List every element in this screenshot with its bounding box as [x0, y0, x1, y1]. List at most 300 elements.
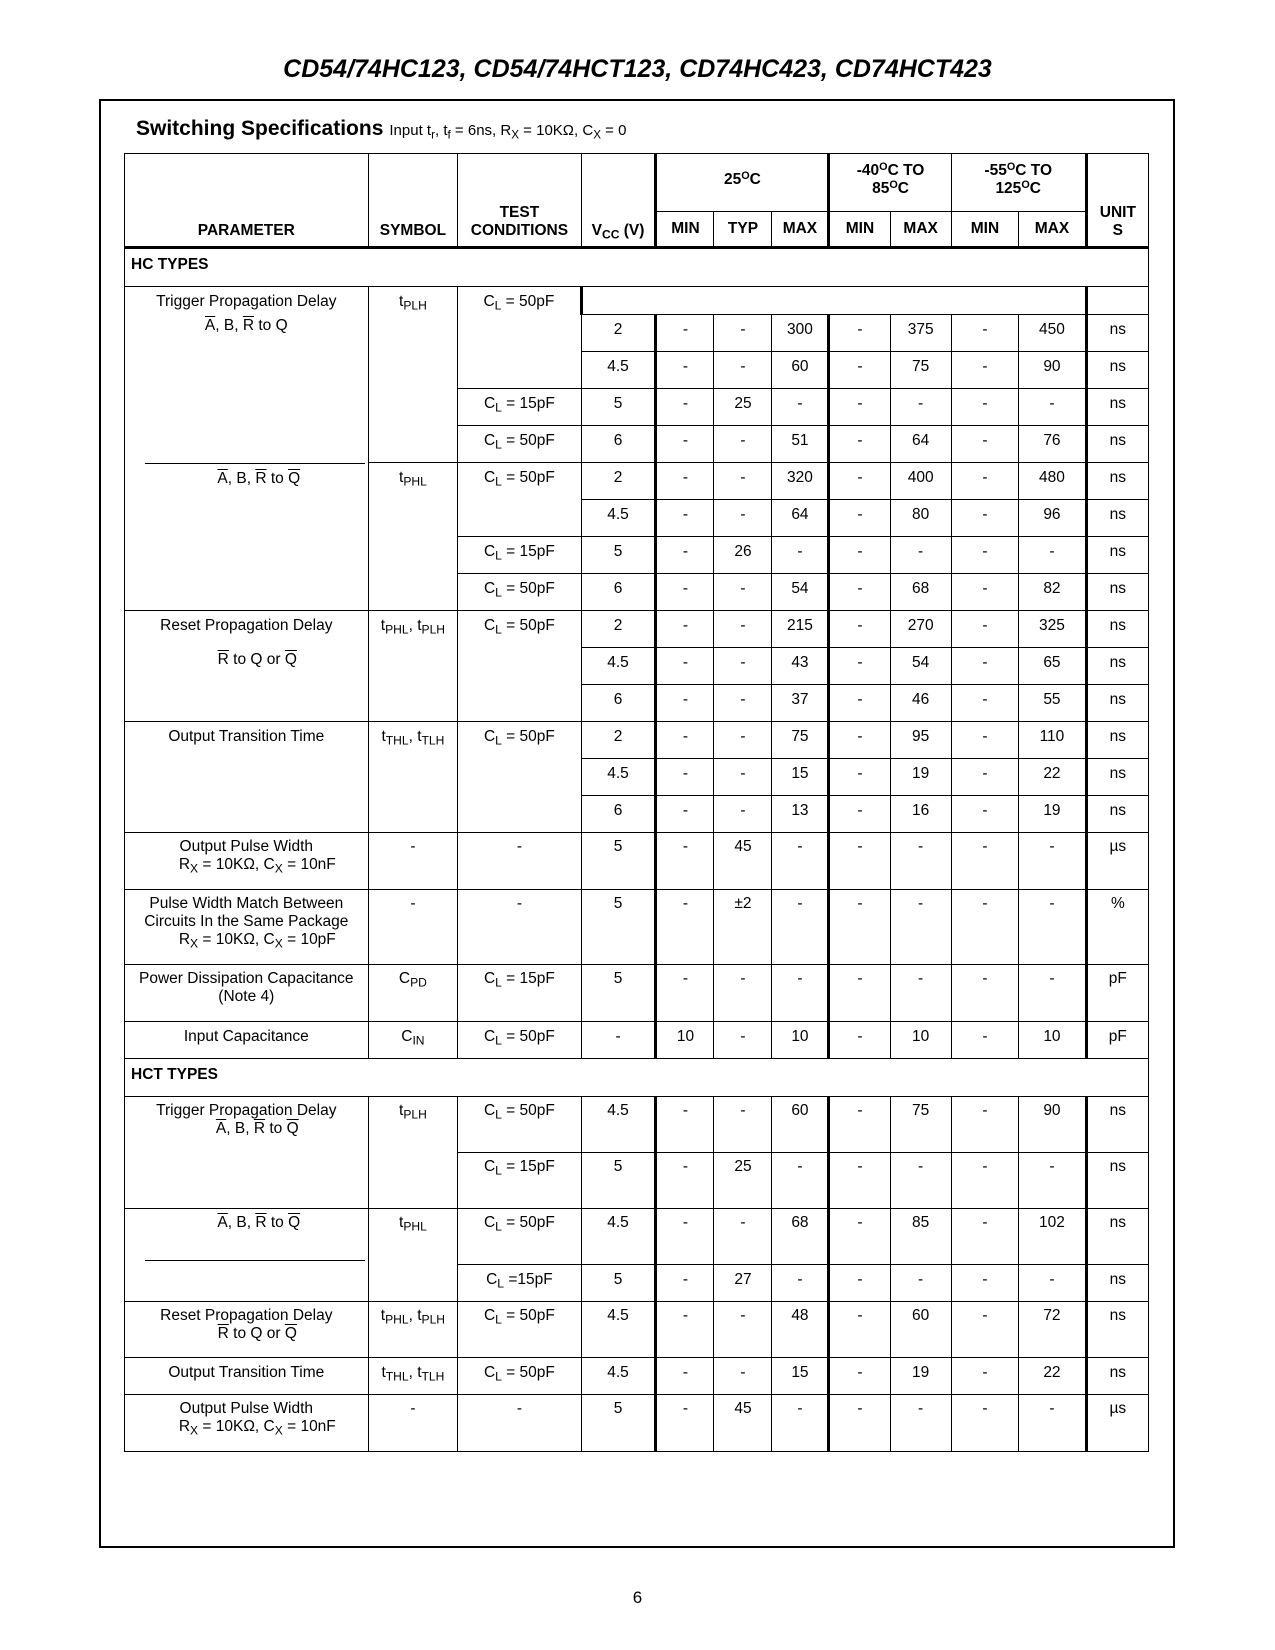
cell-vcc: 5 — [581, 1395, 656, 1452]
symbol-tphl-tplh: $t_{PHL}$, $t_{PLH}$ — [368, 1302, 458, 1358]
table-body — [125, 248, 1149, 1452]
cell-value: - — [951, 1358, 1018, 1395]
cell-vcc: 4.5 — [581, 1358, 656, 1395]
cell-value: - — [714, 574, 772, 611]
cell-vcc: 5 — [581, 890, 656, 965]
page-number: 6 — [632, 1588, 643, 1607]
cell-value: - — [829, 796, 890, 833]
cell-value: - — [829, 890, 890, 965]
cell-value: - — [714, 611, 772, 648]
cell-value: 55 — [1019, 685, 1086, 722]
cell-value: 46 — [890, 685, 951, 722]
cell-value: 90 — [1019, 352, 1086, 389]
cell-value: 85 — [890, 1209, 951, 1265]
cell-value: - — [829, 1265, 890, 1302]
cell-value: - — [714, 315, 772, 352]
cond-cl50: $C_L = 50pF$ — [458, 1302, 581, 1358]
cell-unit: ns — [1086, 389, 1148, 426]
cell-value: - — [656, 722, 714, 759]
symbol-tplh: $t_{PLH}$ — [368, 287, 458, 463]
header-min: MIN — [951, 212, 1018, 248]
cell-value: - — [1019, 890, 1086, 965]
cell-value: 54 — [772, 574, 829, 611]
cell-value: 19 — [890, 1358, 951, 1395]
cell-value: - — [772, 833, 829, 890]
cell-value: - — [1019, 1265, 1086, 1302]
cell-value: - — [951, 759, 1018, 796]
cell-symbol: - — [368, 833, 458, 890]
cell-value: 25 — [714, 389, 772, 426]
symbol-tplh: $t_{PLH}$ — [368, 1097, 458, 1209]
cell-value: 215 — [772, 611, 829, 648]
cell-unit: ns — [1086, 500, 1148, 537]
cell-value: - — [951, 1302, 1018, 1358]
cell-value: 300 — [772, 315, 829, 352]
cell-value: 375 — [890, 315, 951, 352]
cell-value: - — [714, 1022, 772, 1059]
cell-value: 22 — [1019, 759, 1086, 796]
cell-value: 400 — [890, 463, 951, 500]
cond-cl50: $C_L = 50pF$ — [458, 1022, 581, 1059]
cell-value: 26 — [714, 537, 772, 574]
symbol-tthl-ttlh: $t_{THL}$, $t_{TLH}$ — [368, 722, 458, 833]
cell-unit: ns — [1086, 574, 1148, 611]
cell-value: - — [714, 1209, 772, 1265]
cond-cl50: $C_L = 50pF$ — [458, 426, 581, 463]
cell-value: 72 — [1019, 1302, 1086, 1358]
cell-value: - — [656, 352, 714, 389]
cell-value: - — [951, 1153, 1018, 1209]
cell-vcc: 5 — [581, 833, 656, 890]
cell-vcc: 4.5 — [581, 1209, 656, 1265]
cond-cl50: $C_L = 50pF$ — [458, 463, 581, 537]
header-max: MAX — [772, 212, 829, 248]
cell-value: - — [1019, 1153, 1086, 1209]
cell-value: 10 — [772, 1022, 829, 1059]
cell-value: 75 — [890, 352, 951, 389]
cell-value: 76 — [1019, 426, 1086, 463]
cell-value: - — [656, 1209, 714, 1265]
cell-vcc: 6 — [581, 574, 656, 611]
cell-value: - — [951, 1022, 1018, 1059]
cell-value: - — [714, 796, 772, 833]
cell-value: - — [951, 352, 1018, 389]
cell-unit: % — [1086, 890, 1148, 965]
cell-value: - — [656, 648, 714, 685]
cell-unit: ns — [1086, 1097, 1148, 1153]
cell-value: 15 — [772, 1358, 829, 1395]
table-row — [125, 463, 1149, 500]
cell-value: - — [829, 426, 890, 463]
cell-value: - — [829, 352, 890, 389]
cell-value: - — [890, 890, 951, 965]
cell-value: ±2 — [714, 890, 772, 965]
cell-value: 65 — [1019, 648, 1086, 685]
symbol-cin: $C_{IN}$ — [368, 1022, 458, 1059]
param-hct-output-transition: Output Transition Time — [125, 1358, 369, 1395]
table-row — [125, 287, 1149, 315]
cell-value: - — [714, 648, 772, 685]
cell-value: 27 — [714, 1265, 772, 1302]
param-hct-abr-to-qbar: $\overline{A}$, B, $\overline{R}$ to $\overline{Q}$ — [125, 1209, 369, 1302]
cond-cl50: $C_L = 50pF$ — [458, 1358, 581, 1395]
cell-cond: - — [458, 833, 581, 890]
cell-unit: ns — [1086, 759, 1148, 796]
cell-value: - — [1019, 537, 1086, 574]
header-25c: $25^OC$ — [656, 154, 829, 212]
cell-unit: ns — [1086, 426, 1148, 463]
table-row — [125, 1302, 1149, 1358]
cond-cl15: $C_L = 15pF$ — [458, 965, 581, 1022]
cell-value: 51 — [772, 426, 829, 463]
cell-value: - — [656, 890, 714, 965]
cell-vcc: 5 — [581, 1153, 656, 1209]
cell-value: - — [1019, 1395, 1086, 1452]
cell-value: 60 — [772, 1097, 829, 1153]
cell-value: - — [772, 1153, 829, 1209]
cell-value: - — [951, 315, 1018, 352]
cell-value: - — [890, 389, 951, 426]
cell-vcc: 4.5 — [581, 352, 656, 389]
cell-value: - — [656, 611, 714, 648]
cell-value: - — [714, 1302, 772, 1358]
cell-unit: ns — [1086, 1153, 1148, 1209]
header-typ: TYP — [714, 212, 772, 248]
cell-value: - — [714, 685, 772, 722]
cell-value: - — [951, 611, 1018, 648]
cell-value: - — [829, 463, 890, 500]
cell-value: 75 — [890, 1097, 951, 1153]
cell-vcc: 2 — [581, 315, 656, 352]
table-row — [125, 1209, 1149, 1265]
header-vcc: $V_{CC}$ (V) — [581, 154, 656, 248]
cell-value: - — [656, 574, 714, 611]
cell-unit: ns — [1086, 1265, 1148, 1302]
cell-value: 325 — [1019, 611, 1086, 648]
cell-value: 45 — [714, 833, 772, 890]
cell-value: - — [656, 759, 714, 796]
cell-value: - — [772, 1395, 829, 1452]
param-abr-to-qbar: $\overline{A}$, B, $\overline{R}$ to $\overline{Q}$ — [125, 463, 369, 611]
cell-vcc: 6 — [581, 796, 656, 833]
cell-value: - — [829, 1022, 890, 1059]
param-power-dissipation: Power Dissipation Capacitance (Note 4) — [125, 965, 369, 1022]
table-row — [125, 833, 1149, 890]
cell-vcc: 4.5 — [581, 1097, 656, 1153]
cell-value: 68 — [890, 574, 951, 611]
cell-value: 95 — [890, 722, 951, 759]
cell-value: 320 — [772, 463, 829, 500]
cond-cl50: $C_L = 50pF$ — [458, 611, 581, 722]
cell-unit: ns — [1086, 611, 1148, 648]
cell-vcc: 5 — [581, 537, 656, 574]
cell-value: 110 — [1019, 722, 1086, 759]
group-row-hct: HCT TYPES — [125, 1059, 1149, 1097]
cell-value: - — [951, 537, 1018, 574]
cell-unit: ns — [1086, 648, 1148, 685]
table-row — [125, 722, 1149, 759]
cell-value: 60 — [890, 1302, 951, 1358]
group-row-hc: HC TYPES — [125, 248, 1149, 287]
cell-value: - — [890, 537, 951, 574]
cell-value: 96 — [1019, 500, 1086, 537]
cell-unit: ns — [1086, 463, 1148, 500]
cell-value: - — [714, 965, 772, 1022]
cell-value: - — [951, 796, 1018, 833]
cell-value: - — [890, 1153, 951, 1209]
cell-value: 10 — [1019, 1022, 1086, 1059]
cell-value: - — [656, 796, 714, 833]
header-minus40-85c: $-40^OC$ TO $85^OC$ — [829, 154, 951, 212]
cell-value: - — [656, 537, 714, 574]
cell-value: - — [829, 648, 890, 685]
cell-value: - — [772, 537, 829, 574]
cell-value: - — [1019, 833, 1086, 890]
cell-value: 10 — [890, 1022, 951, 1059]
cell-value: - — [951, 574, 1018, 611]
cond-cl15: $C_L =15pF$ — [458, 1265, 581, 1302]
cell-value: - — [890, 1395, 951, 1452]
cond-cl50: $C_L = 50pF$ — [458, 1209, 581, 1265]
header-max: MAX — [890, 212, 951, 248]
header-symbol: SYMBOL — [368, 154, 458, 248]
cell-vcc: 5 — [581, 965, 656, 1022]
cell-value: - — [772, 389, 829, 426]
cell-value: - — [656, 1395, 714, 1452]
cell-value: - — [656, 500, 714, 537]
cell-value: - — [890, 1265, 951, 1302]
cell-value: - — [656, 1153, 714, 1209]
param-output-pulse-width: Output Pulse Width $R_X = 10K\Omega$, $C_X = 10nF$ — [125, 833, 369, 890]
cell-value: - — [714, 1358, 772, 1395]
cell-vcc: 2 — [581, 722, 656, 759]
cell-value: - — [656, 685, 714, 722]
cell-value: 54 — [890, 648, 951, 685]
cell-value: - — [829, 611, 890, 648]
cell-unit: ns — [1086, 352, 1148, 389]
cell-vcc: 4.5 — [581, 500, 656, 537]
cell-value: 25 — [714, 1153, 772, 1209]
cell-unit: ns — [1086, 685, 1148, 722]
cell-symbol: - — [368, 890, 458, 965]
table-row — [125, 611, 1149, 648]
cell-value: - — [656, 426, 714, 463]
cell-value: 68 — [772, 1209, 829, 1265]
cell-value: - — [656, 1097, 714, 1153]
cell-unit: ns — [1086, 722, 1148, 759]
header-min: MIN — [656, 212, 714, 248]
cell-value: - — [714, 426, 772, 463]
table-row — [125, 1097, 1149, 1153]
cell-unit: pF — [1086, 965, 1148, 1022]
table-row — [125, 315, 1149, 352]
cond-cl50: $C_L = 50pF$ — [458, 722, 581, 833]
cell-value: - — [714, 352, 772, 389]
symbol-tthl-ttlh: $t_{THL}$, $t_{TLH}$ — [368, 1358, 458, 1395]
cell-vcc: 4.5 — [581, 648, 656, 685]
table-row — [125, 1358, 1149, 1395]
cell-vcc: 2 — [581, 611, 656, 648]
cond-cl50: $C_L = 50pF$ — [458, 574, 581, 611]
cell-value: - — [829, 500, 890, 537]
cell-value: - — [890, 965, 951, 1022]
cell-vcc: 5 — [581, 1265, 656, 1302]
cell-value: - — [714, 759, 772, 796]
cell-unit: µs — [1086, 833, 1148, 890]
cell-value: - — [951, 833, 1018, 890]
cell-vcc: 6 — [581, 685, 656, 722]
cell-value: 75 — [772, 722, 829, 759]
cell-value: - — [951, 500, 1018, 537]
cell-value: - — [829, 1097, 890, 1153]
section-heading — [136, 117, 626, 141]
symbol-tphl: $t_{PHL}$ — [368, 463, 458, 611]
param-output-transition: Output Transition Time — [125, 722, 369, 833]
cell-value: - — [829, 315, 890, 352]
cell-value: - — [829, 685, 890, 722]
cond-cl15: $C_L = 15pF$ — [458, 1153, 581, 1209]
header-units: UNIT S — [1086, 154, 1148, 248]
param-pulse-width-match: Pulse Width Match Between Circuits In the Same Package $R_X = 10K\Omega$, $C_X = 10pF$ — [125, 890, 369, 965]
cell-value: - — [714, 463, 772, 500]
document-title: CD54/74HC123, CD54/74HCT123, CD74HC423, CD74HCT423 — [283, 55, 992, 83]
cell-unit: ns — [1086, 1302, 1148, 1358]
cell-unit: ns — [1086, 1358, 1148, 1395]
section-title: Switching Specifications — [136, 117, 384, 140]
header-minus55-125c: $-55^OC$ TO $125^OC$ — [951, 154, 1086, 212]
cell-value: - — [951, 426, 1018, 463]
cell-value: 80 — [890, 500, 951, 537]
cell-value: - — [829, 389, 890, 426]
cell-value: - — [829, 1209, 890, 1265]
symbol-tphl-tplh: $t_{PHL}$, $t_{PLH}$ — [368, 611, 458, 722]
param-reset-delay: Reset Propagation Delay $\overline{R}$ to Q or $\overline{Q}$ — [125, 611, 369, 722]
cell-value: - — [714, 722, 772, 759]
cell-unit: ns — [1086, 537, 1148, 574]
cell-value: - — [951, 685, 1018, 722]
cell-unit: ns — [1086, 796, 1148, 833]
param-input-capacitance: Input Capacitance — [125, 1022, 369, 1059]
cell-value: - — [890, 833, 951, 890]
cell-symbol: - — [368, 1395, 458, 1452]
param-abr-to-q: $\overline{A}$, B, $\overline{R}$ to Q — [125, 315, 369, 463]
cond-cl50: $C_L = 50pF$ — [458, 287, 581, 315]
cell-unit: pF — [1086, 1022, 1148, 1059]
cell-value: 37 — [772, 685, 829, 722]
cell-value: - — [951, 890, 1018, 965]
cell-value: 45 — [714, 1395, 772, 1452]
cell-value: 60 — [772, 352, 829, 389]
param-hct-reset-delay: Reset Propagation Delay $\overline{R}$ to Q or $\overline{Q}$ — [125, 1302, 369, 1358]
cell-value: 64 — [772, 500, 829, 537]
cell-vcc: 5 — [581, 389, 656, 426]
cell-value: - — [951, 1209, 1018, 1265]
cell-vcc: - — [581, 1022, 656, 1059]
cell-unit: ns — [1086, 1209, 1148, 1265]
cell-value: - — [951, 389, 1018, 426]
cell-value: 22 — [1019, 1358, 1086, 1395]
cell-vcc: 2 — [581, 463, 656, 500]
cell-value: - — [656, 463, 714, 500]
cell-value: - — [829, 1302, 890, 1358]
cell-value: 10 — [656, 1022, 714, 1059]
cell-value: 15 — [772, 759, 829, 796]
table-row — [125, 1395, 1149, 1452]
cell-value: - — [656, 833, 714, 890]
cond-cl15: $C_L = 15pF$ — [458, 537, 581, 574]
cell-value: - — [829, 759, 890, 796]
cell-value: 480 — [1019, 463, 1086, 500]
cell-value: - — [656, 315, 714, 352]
cell-value: - — [656, 1358, 714, 1395]
cell-value: 43 — [772, 648, 829, 685]
cell-value: 102 — [1019, 1209, 1086, 1265]
cell-value: - — [714, 1097, 772, 1153]
cell-value: 48 — [772, 1302, 829, 1358]
cell-cond: - — [458, 1395, 581, 1452]
cell-value: 270 — [890, 611, 951, 648]
param-hct-output-pulse-width: Output Pulse Width $R_X = 10K\Omega$, $C_X = 10nF$ — [125, 1395, 369, 1452]
cell-value: 19 — [1019, 796, 1086, 833]
header-test-conditions: TEST CONDITIONS — [458, 154, 581, 248]
cell-value: - — [829, 722, 890, 759]
cell-value: - — [829, 965, 890, 1022]
param-trigger-delay: Trigger Propagation Delay — [125, 287, 369, 315]
cell-value: - — [951, 722, 1018, 759]
cell-value: 16 — [890, 796, 951, 833]
cell-unit: ns — [1086, 315, 1148, 352]
cell-value: - — [829, 1395, 890, 1452]
cell-value: 13 — [772, 796, 829, 833]
section-conditions: Input $t_r$, $t_f = 6ns$, $R_X = 10K\Omega$, $C_X = 0$ — [389, 122, 627, 142]
cell-vcc: 4.5 — [581, 1302, 656, 1358]
cell-value: - — [656, 1265, 714, 1302]
cell-value: 19 — [890, 759, 951, 796]
cell-value: - — [829, 1358, 890, 1395]
header-max: MAX — [1019, 212, 1086, 248]
table-row — [125, 1022, 1149, 1059]
cell-cond: - — [458, 890, 581, 965]
header-parameter: PARAMETER — [125, 154, 369, 248]
cell-value: - — [656, 1302, 714, 1358]
cell-value: - — [951, 463, 1018, 500]
cell-vcc: 4.5 — [581, 759, 656, 796]
cell-value: - — [951, 965, 1018, 1022]
cell-value: - — [829, 833, 890, 890]
cell-value: - — [951, 1265, 1018, 1302]
cell-value: - — [656, 389, 714, 426]
cell-value: - — [951, 648, 1018, 685]
table-row — [125, 890, 1149, 965]
cell-value: - — [772, 1265, 829, 1302]
cell-value: - — [951, 1395, 1018, 1452]
param-hct-trigger-delay: Trigger Propagation Delay $\overline{A}$, B, $\overline{R}$ to $\overline{Q}$ — [125, 1097, 369, 1209]
switching-spec-table — [124, 153, 1149, 1452]
header-min: MIN — [829, 212, 890, 248]
cell-value: - — [829, 1153, 890, 1209]
cell-unit: µs — [1086, 1395, 1148, 1452]
cell-value: - — [772, 890, 829, 965]
cell-value: 90 — [1019, 1097, 1086, 1153]
cond-cl15: $C_L = 15pF$ — [458, 389, 581, 426]
cell-value: - — [1019, 389, 1086, 426]
cell-value: - — [1019, 965, 1086, 1022]
cell-value: - — [656, 965, 714, 1022]
cell-value: - — [951, 1097, 1018, 1153]
cond-cl50: $C_L = 50pF$ — [458, 1097, 581, 1153]
cell-value: - — [772, 965, 829, 1022]
cell-value: - — [829, 574, 890, 611]
